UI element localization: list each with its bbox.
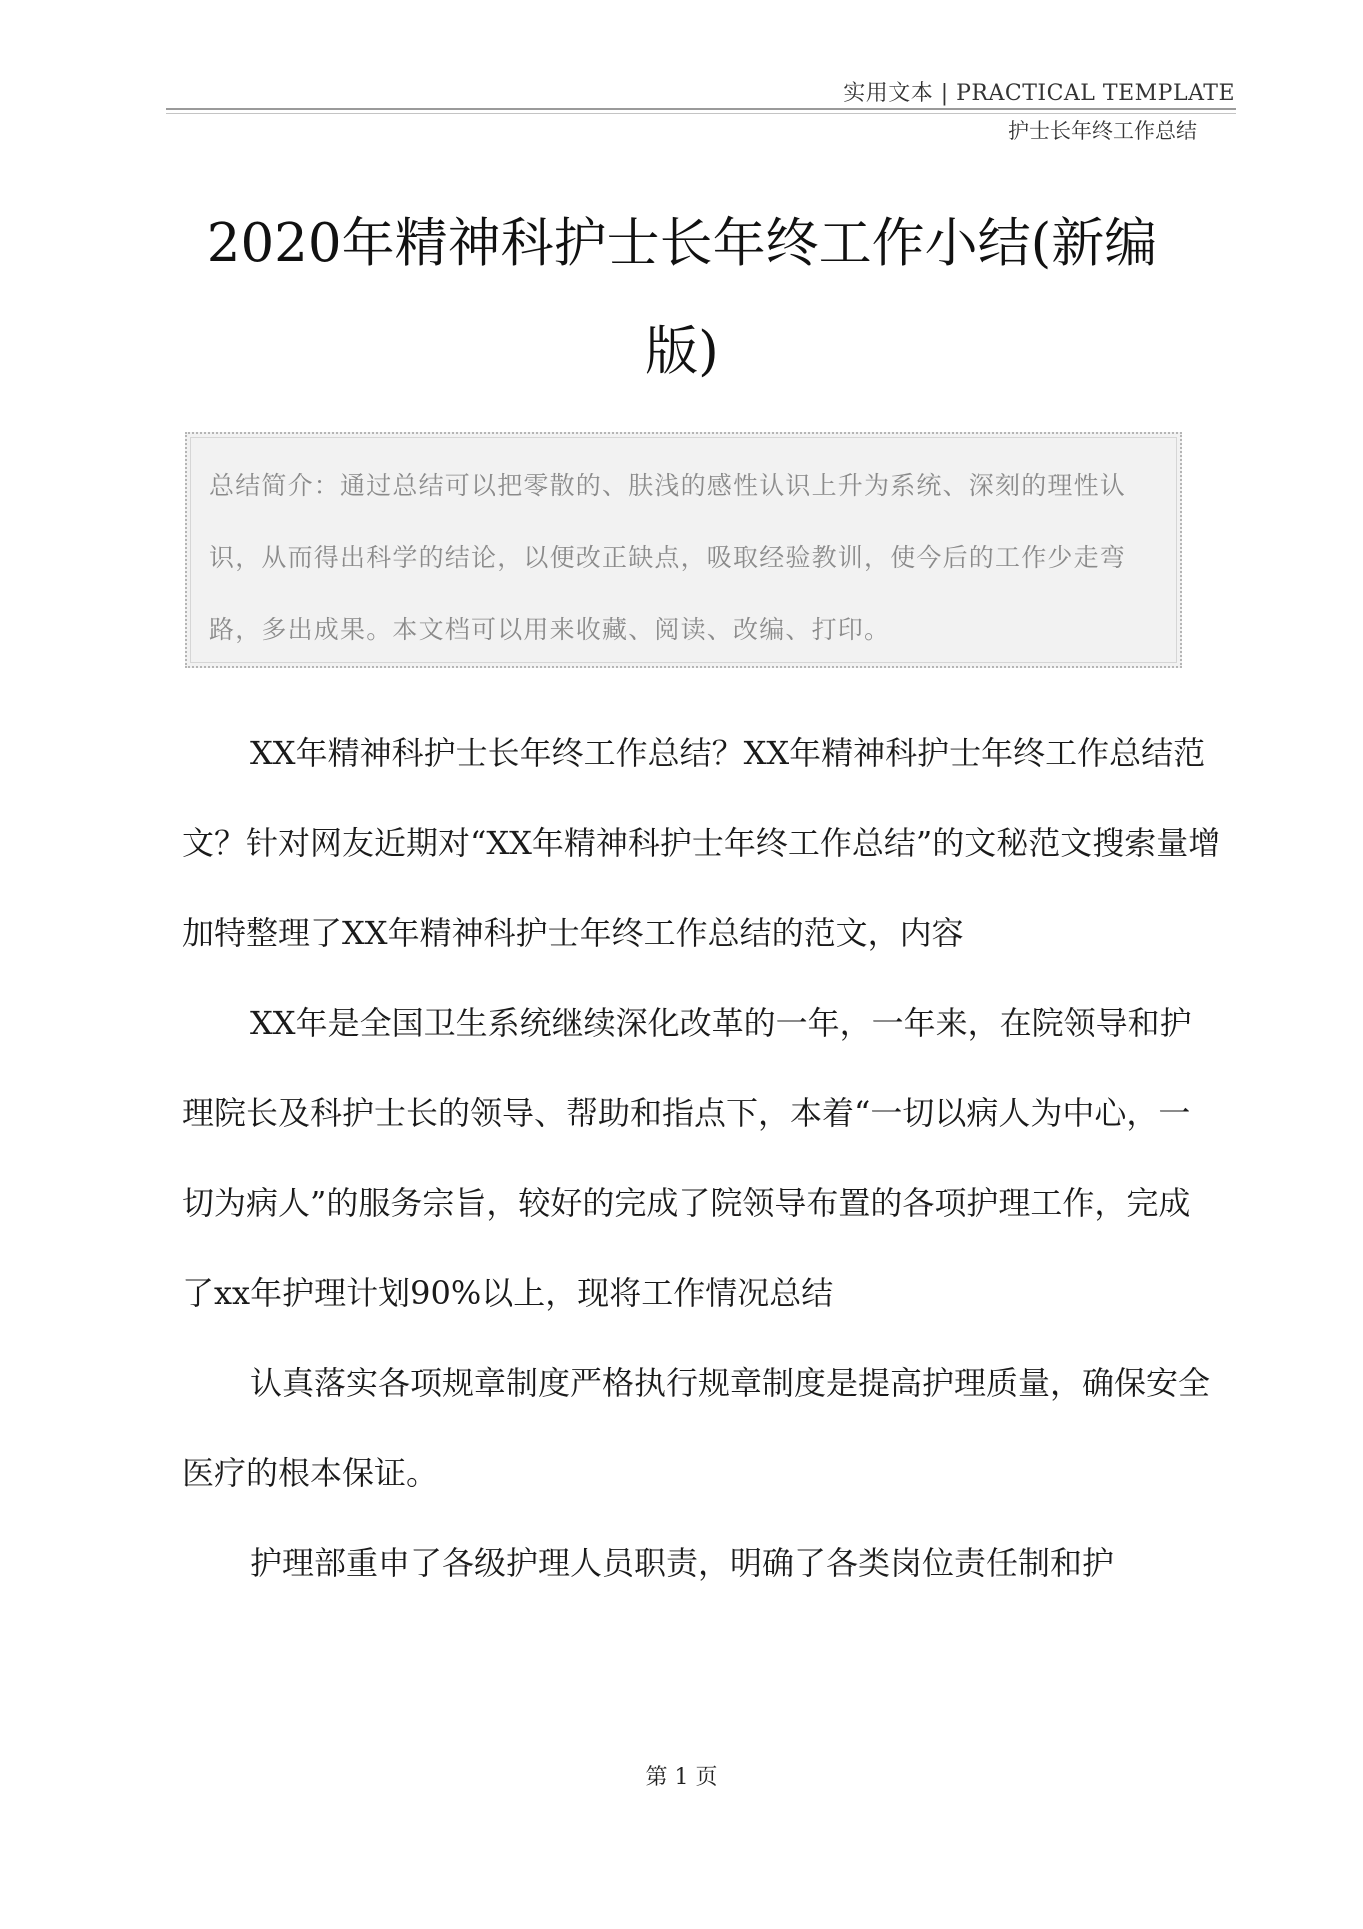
body-paragraph-2: XX年是全国卫生系统继续深化改革的一年，一年来，在院领导和护理院长及科护士长的领导、帮助和指点下，本着“一切以病人为中心，一切为病人”的服务宗旨，较好的完成了院领导布置的各项护理工作，完成了xx年护理计划90%以上，现将工作情况总结 [182,1004,1192,1312]
document-body [182,708,1222,1608]
summary-text: 总结简介：通过总结可以把零散的、肤浅的感性认识上升为系统、深刻的理性认识，从而得出科学的结论，以便改正缺点，吸取经验教训，使今后的工作少走弯路，多出成果。本文档可以用来收藏、阅读、改编、打印。 [209,471,1127,644]
header-rule-secondary [166,113,1236,114]
body-paragraph-4: 护理部重申了各级护理人员职责，明确了各类岗位责任制和护 [250,1544,1115,1582]
body-paragraph-3: 认真落实各项规章制度严格执行规章制度是提高护理质量，确保安全医疗的根本保证。 [182,1364,1211,1492]
header-brand: 实用文本 | PRACTICAL TEMPLATE [843,81,1235,106]
header-rule [166,108,1236,110]
document-title: 2020年精神科护士长年终工作小结(新编版) [206,213,1158,382]
summary-box [185,432,1182,668]
header-subtitle: 护士长年终工作总结 [1008,119,1197,143]
page-number: 第 1 页 [645,1765,718,1790]
body-paragraph-1: XX年精神科护士长年终工作总结？XX年精神科护士年终工作总结范文？针对网友近期对“XX年精神科护士年终工作总结”的文秘范文搜索量增加特整理了XX年精神科护士年终工作总结的范文，内容 [182,734,1221,952]
